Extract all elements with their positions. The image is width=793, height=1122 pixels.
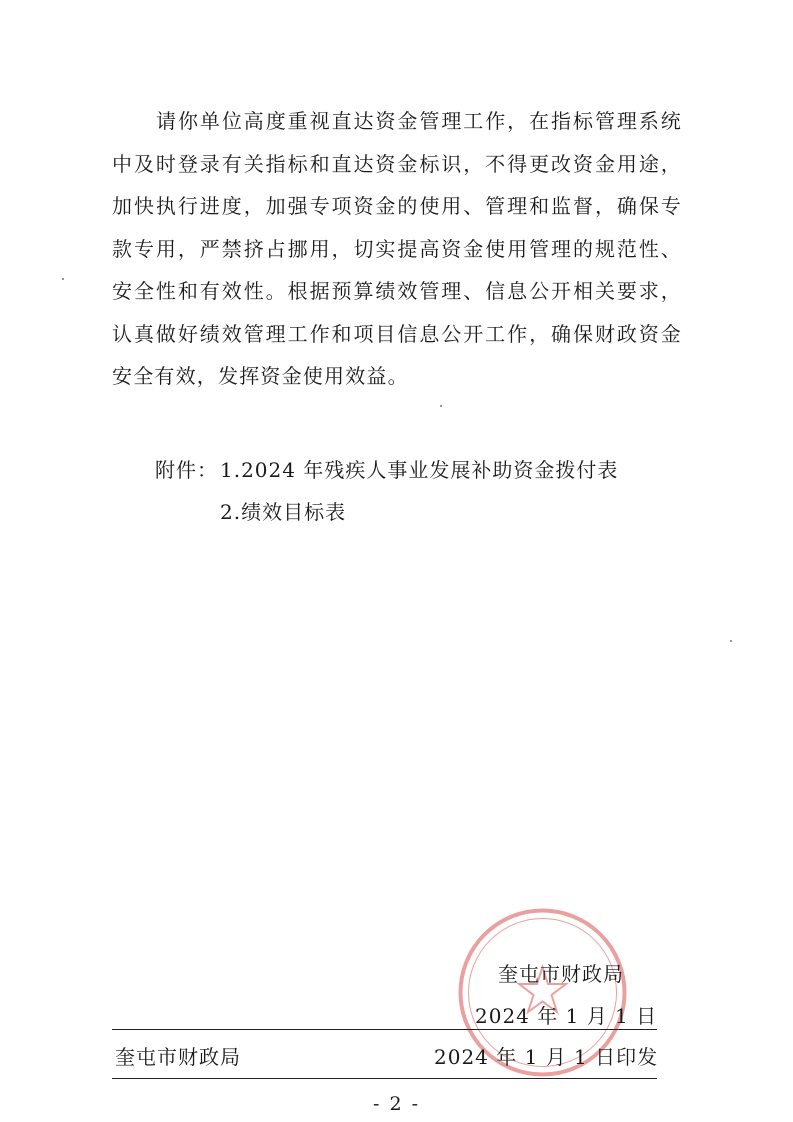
attachments-label: 附件：: [155, 458, 218, 482]
attachment-row-1: [155, 449, 618, 491]
signer-org: 奎屯市财政局: [498, 962, 624, 986]
scan-speck: [730, 640, 732, 642]
page-number: - 2 -: [372, 1093, 420, 1115]
scan-speck: [440, 405, 442, 407]
scan-speck: [62, 278, 64, 280]
attachments-block: [155, 449, 618, 533]
footer-top-rule: [112, 1029, 657, 1030]
footer-date: 2024 年 1 月 1 日印发: [434, 1045, 659, 1069]
attachment-item-2: 2.绩效目标表: [220, 500, 347, 524]
attachment-row-2: [155, 491, 618, 533]
footer-bottom-rule: [112, 1078, 657, 1079]
signature-date: 2024 年 1 月 1 日: [475, 1004, 658, 1028]
footer-org: 奎屯市财政局: [115, 1045, 241, 1069]
attachment-item-1: 1.2024 年残疾人事业发展补助资金拨付表: [220, 458, 619, 482]
body-paragraph: 请你单位高度重视直达资金管理工作，在指标管理系统中及时登录有关指标和直达资金标识，不得更改资金用途，加快执行进度，加强专项资金的使用、管理和监督，确保专款专用，严禁挤占挪用，切实提高资金使用管理的规范性、安全性和有效性。根据预算绩效管理、信息公开相关要求，认真做好绩效管理工作和项目信息公开工作，确保财政资金安全有效，发挥资金使用效益。: [112, 109, 682, 388]
